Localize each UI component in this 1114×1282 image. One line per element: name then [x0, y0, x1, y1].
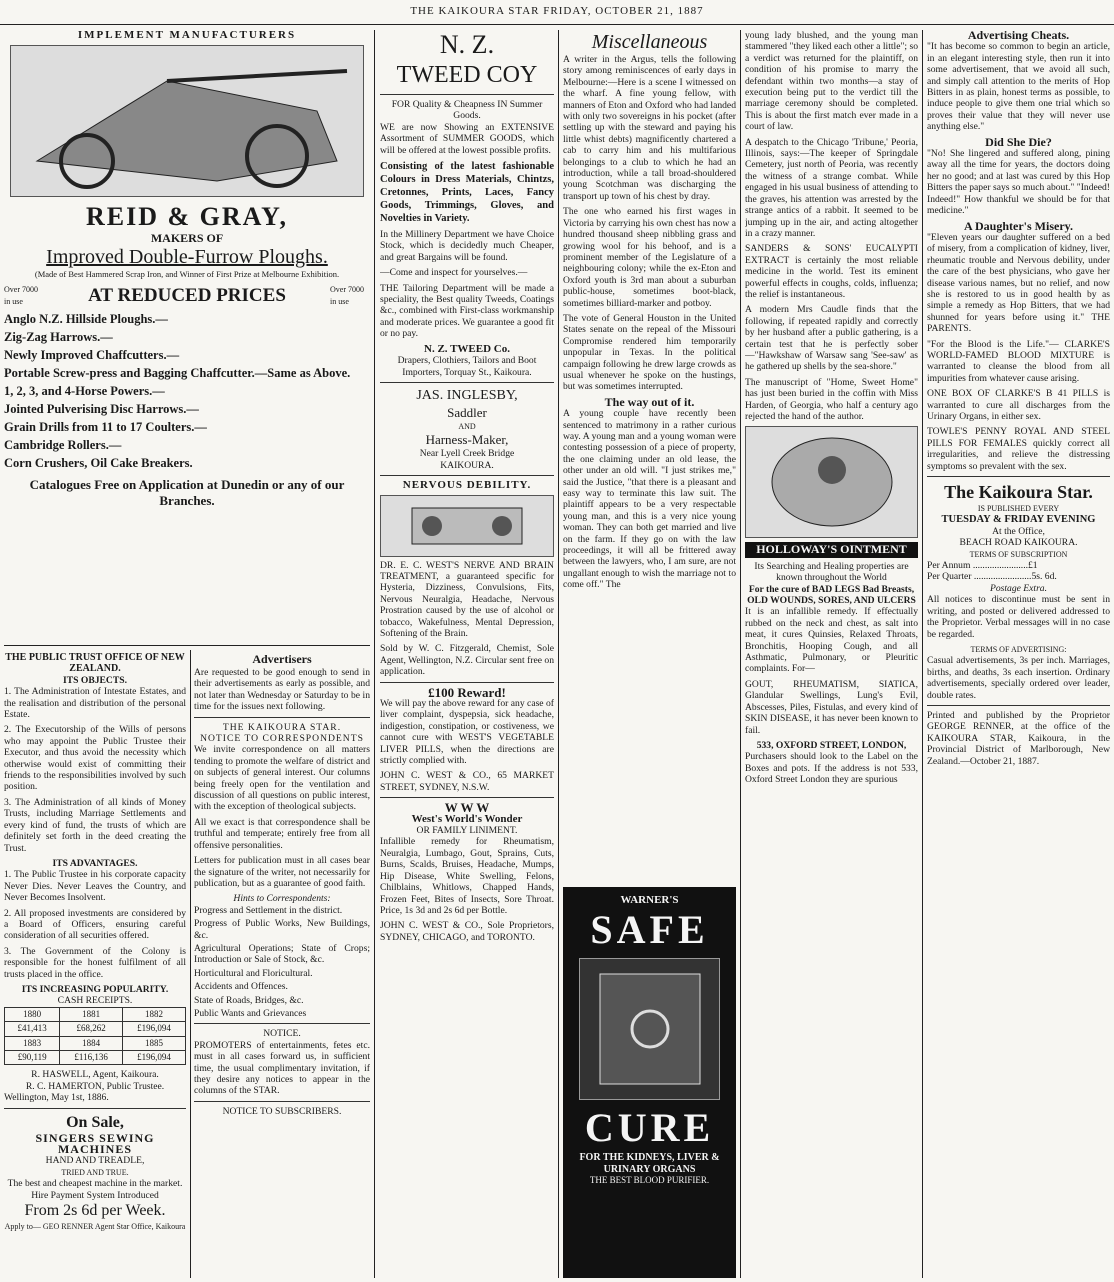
table-cell: £196,094 — [122, 1051, 185, 1065]
divider — [4, 1108, 186, 1109]
over-7000-left: Over 7000 in use — [4, 285, 38, 306]
and-word: AND — [458, 421, 476, 431]
plough-note: (Made of Best Hammered Scrap Iron, and Winner of First Prize at Melbourne Exhibition. — [34, 268, 340, 279]
reid-gray-advert — [4, 30, 370, 645]
correspondents-text: All we exact is that correspondence shall be truthful and temperate; entirely free from all offensive personalities. — [194, 816, 370, 851]
singers-title: SINGERS SEWING MACHINES — [35, 1130, 155, 1157]
over-7000-right: Over 7000 in use — [330, 285, 364, 306]
star-heading: THE KAIKOURA STAR. — [222, 721, 342, 733]
misc-text: The one who earned his first wages in Victoria by carrying his own chest has now a hundred thousand sheep nibbling grass and growing wool for his behoof, and is a prominent member of the Legislature of a neighbouring colony; while the ex-Eton and Oxford youth is 3rd man about a suburban public-house, sometimes boot-black, sometimes billiard-marker and potboy. — [563, 206, 736, 309]
blood-text: "For the Blood is the Life."— CLARKE'S WORLD-FAMED BLOOD MIXTURE is warranted to cleanse the blood from all impurities from whatever cause arising. — [927, 338, 1110, 384]
houston-text: The vote of General Houston in the United States senate on the repeal of the Missouri Compromise rendered him temporarily unpopular in Texas. In the political campaign following he drew large crowds as usual whenever he spoke on the hustings, but was sometimes interrupted. — [563, 312, 736, 393]
popularity-heading: ITS INCREASING POPULARITY. — [21, 983, 169, 995]
consisting-text: Consisting of the latest fashionable Colours in Dress Materials, Chintzs, Cretonnes, Prints, Laces, Fancy Goods, Trimmings, Gloves, and Novelties in Variety. — [380, 161, 554, 225]
manufacturers-heading: IMPLEMENT MANUFACTURERS — [77, 30, 297, 41]
reward-text: We will pay the above reward for any case of liver complaint, dyspepsia, sick headache, indigestion, constipation, or costiveness, we cannot cure with WEST'S VEGETABLE LIVER PILLS, when the directions are strictly complied with. — [380, 698, 554, 767]
saddler: Saddler — [447, 404, 487, 420]
postage-line: Postage Extra. — [989, 582, 1048, 594]
column-rule — [558, 30, 559, 1278]
list-item: Agricultural Operations; State of Crops; Introduction or Sale of Stock, &c. — [194, 942, 370, 966]
its-objects: ITS OBJECTS. — [63, 674, 127, 686]
section-rule — [4, 645, 370, 646]
divider — [380, 797, 554, 798]
treatment-text: DR. E. C. WEST'S NERVE AND BRAIN TREATMENT, a guaranteed specific for Hysteria, Dizziness, Convulsions, Fits, Nervous Neuralgia, Headache, Nervous Prostration caused by the use of alcohol or tobacco, Wakefulness, Mental Depression, Softening of the Brain. — [380, 559, 554, 639]
divider — [380, 682, 554, 683]
table-cell: 1882 — [122, 1007, 185, 1021]
catalogue-note: Catalogues Free on Application at Dunedin or any of our Branches. — [29, 477, 345, 509]
trust-advantage: 1. The Public Trustee in his corporate capacity Never Dies. Never Leaves the Country, and Never Becomes Insolvent. — [4, 869, 186, 904]
list-item: Portable Screw-press and Bagging Chaffcutter.—Same as Above. — [4, 366, 351, 381]
at-office: At the Office, — [992, 525, 1045, 537]
harness-maker: Harness-Maker, — [425, 432, 509, 448]
trust-advantage: 2. All proposed investments are considered by a Board of Officers, ensuring careful consideration of all securities offered. — [4, 907, 186, 942]
way-out-heading: The way out of it. — [604, 394, 695, 409]
list-item: Progress and Settlement in the district. — [194, 904, 343, 916]
table-cell: £41,413 — [5, 1022, 60, 1036]
apply-to: Apply to— GEO RENNER Agent Star Office, Kaikoura — [4, 1222, 186, 1232]
list-item: Progress of Public Works, New Buildings, &c. — [194, 918, 370, 941]
list-item: Newly Improved Chaffcutters.— — [4, 348, 180, 363]
cure-word: CURE — [584, 1105, 715, 1151]
column-rule — [374, 30, 375, 1278]
liniment-heading: OR FAMILY LINIMENT. — [416, 825, 518, 837]
list-item: State of Roads, Bridges, &c. — [194, 994, 304, 1006]
published-line: IS PUBLISHED EVERY — [977, 504, 1060, 514]
adv-terms-text: Casual advertisements, 3s per inch. Marriages, births, and deaths, 3s each insertion. Ordinary advertisements, specially ordered over leader, double rates. — [927, 655, 1110, 701]
list-item: Cambridge Rollers.— — [4, 438, 122, 453]
table-cell: 1885 — [122, 1036, 185, 1050]
cash-receipts-label: CASH RECEIPTS. — [57, 995, 133, 1007]
tweed-title: TWEED COY — [396, 62, 538, 88]
reid-gray-title: REID & GRAY, — [86, 202, 288, 232]
quality-line: FOR Quality & Cheapness IN Summer Goods. — [391, 99, 543, 122]
cheapest-note: The best and cheapest machine in the market. — [7, 1178, 183, 1190]
hop-bitters-column — [927, 30, 1110, 1278]
correspondents-text: We invite correspondence on all matters tending to promote the welfare of district and on subjects of general interest. Our columns being freely open for the ventilation and discussion of all questions on public interest, with the exception of theological subjects. — [194, 744, 370, 813]
per-quarter: Per Quarter ........................5s. 6d. — [927, 571, 1057, 583]
list-item: Corn Crushers, Oil Cake Breakers. — [4, 456, 193, 471]
trust-object: 3. The Administration of all kinds of Money Trusts, including Marriage Settlements and every kind of fund, the trusts of which are definitely set forth in the deed creating the Trust. — [4, 796, 186, 854]
searching-line: Its Searching and Healing properties are known throughout the World — [754, 560, 909, 584]
divider — [194, 1023, 370, 1024]
wellington-date: Wellington, May 1st, 1886. — [4, 1092, 109, 1104]
printed-text: Printed and published by the Proprietor GEORGE RENNER, at the office of the KAIKOURA STAR, Kaikoura, in the Provincial District of Marlborough, New Zealand.—October 21, 1887. — [927, 709, 1110, 767]
nervous-heading: NERVOUS DEBILITY. — [402, 479, 532, 492]
safe-word: SAFE — [590, 907, 709, 953]
list-item: Public Wants and Grievances — [194, 1007, 307, 1019]
divider — [380, 94, 554, 95]
column-rule — [922, 30, 923, 1278]
list-item: Grain Drills from 11 to 17 Coulters.— — [4, 420, 207, 435]
table-cell: 1880 — [5, 1007, 60, 1021]
notice-heading: NOTICE. — [263, 1028, 301, 1040]
did-she-text: "No! She lingered and suffered along, pining away all the time for years, the doctors doing her no good; and at last was cured by this Hop Bitters the paper says so much about." "Indeed! Indeed!" How thankful we should be for that medicine." — [927, 148, 1110, 217]
towle-text: TOWLE'S PENNY ROYAL AND STEEL PILLS FOR FEMALES quickly correct all irregularities, and relieve the distressing symptoms so prevalent with the sex. — [927, 426, 1110, 472]
trust-advantage: 3. The Government of the Colony is responsible for the honest fulfilment of all trusts placed in the office. — [4, 945, 186, 980]
hints-heading: Hints to Correspondents: — [233, 893, 331, 905]
reduced-prices: AT REDUCED PRICES — [88, 284, 286, 306]
table-cell: 1881 — [60, 1007, 123, 1021]
notice-text: PROMOTERS of entertainments, fetes etc. must in all cases forward us, in sufficient time, the usual complimentary invitation, if they desire any notices to appear in the columns of the STAR. — [194, 1039, 370, 1097]
list-item: 1, 2, 3, and 4-Horse Powers.— — [4, 384, 165, 399]
cheats-heading: Advertising Cheats. — [967, 30, 1070, 42]
terms-heading: TERMS OF SUBSCRIPTION — [969, 549, 1068, 559]
divider — [380, 382, 554, 383]
masthead: The Kaikoura Star. — [944, 482, 1093, 503]
divider — [194, 1101, 370, 1102]
table-cell: £116,136 — [60, 1051, 123, 1065]
warners-advert — [563, 887, 736, 1278]
hamerton: R. C. HAMERTON, Public Trustee. — [25, 1080, 165, 1092]
stories-column — [745, 30, 918, 1278]
west-address: JOHN C. WEST & CO., 65 MARKET STREET, SYDNEY, N.S.W. — [380, 770, 554, 793]
purifier-line: THE BEST BLOOD PURIFIER. — [589, 1175, 710, 1186]
story-text: young lady blushed, and the young man stammered "they liked each other a little"; so a verdict was returned for the plaintiff, on condition of his promise to marry the defendant within two months—a stay of execution being put to the verdict till the marriage ceremony should be completed. This is about the first match ever made in a court of law. — [745, 30, 918, 133]
home-text: The manuscript of "Home, Sweet Home" has just been buried in the coffin with Miss Harden, of Georgia, who half a century ago rejected the hand of the author. — [745, 376, 918, 422]
haswell-agent: R. HASWELL, Agent, Kaikoura. — [31, 1069, 159, 1081]
holloway-banner: HOLLOWAY'S OINTMENT — [745, 542, 918, 557]
oxford-address: 533, OXFORD STREET, LONDON, — [756, 739, 907, 751]
nz-title: N. Z. — [439, 30, 495, 59]
cheats-text: "It has become so common to begin an article, in an elegant interesting style, then run it into some advertisement, that we avoid all such, and simply call attention to the merits of Hop Bitters in as plain, honest terms as possible, to induce people to give them one trial which so proves their value that they will never use anything else." — [927, 41, 1110, 133]
divider — [927, 476, 1110, 477]
tweed-co: N. Z. TWEED Co. — [424, 342, 510, 355]
showing-text: WE are now Showing an EXTENSIVE Assortment of SUMMER GOODS, which will be offered at the lowest possible profits. — [380, 121, 554, 156]
tweed-column — [380, 30, 554, 1278]
table-cell: 1883 — [5, 1036, 60, 1050]
warners-heading: WARNER'S — [620, 894, 679, 906]
table-cell: £68,262 — [60, 1022, 123, 1036]
inglesby-name: JAS. INGLESBY, — [416, 387, 518, 403]
advertisers-heading: Advertisers — [252, 652, 312, 666]
millinery-text: In the Millinery Department we have Choice Stock, which is decidedly much Cheaper, and great Bargains will be found. — [380, 229, 554, 263]
wounds-heading: OLD WOUNDS, SORES, AND ULCERS — [747, 595, 916, 607]
kidneys-line: FOR THE KIDNEYS, LIVER & URINARY ORGANS — [579, 1152, 720, 1175]
did-she-heading: Did She Die? — [985, 134, 1052, 149]
daughter-text: "Eleven years our daughter suffered on a bed of misery, from a complication of kidney, liver, rheumatic trouble and Nervous debility, under the care of the best physicians, who gave her disease various names, but no relief, and now she is restored to us in good health by as simple a remedy as Hop Bitters, that we had shunned for years before using it." THE PARENTS. — [927, 231, 1110, 335]
days-line: TUESDAY & FRIDAY EVENING — [941, 514, 1096, 526]
wounds-text: It is an infallible remedy. If effectually rubbed on the neck and chest, as salt into meat, it cures Quinsies, Relaxed Throats, Bronchitis, Hooping Cough, and all Asthmatic, Pulmonary, or Pleuritic complaints. For— — [745, 606, 918, 675]
divider — [380, 475, 554, 476]
www-heading: W W W — [444, 800, 490, 816]
plough-illustration — [10, 45, 364, 197]
list-item: Anglo N.Z. Hillside Ploughs.— — [4, 312, 168, 327]
implement-list — [4, 311, 370, 471]
column-rule — [740, 30, 741, 1278]
holloway-illustration — [745, 426, 918, 538]
page-header: THE KAIKOURA STAR FRIDAY, OCTOBER 21, 1887 — [410, 5, 704, 17]
header-rule — [0, 24, 1114, 25]
tailoring-text: THE Tailoring Department will be made a speciality, the Best quality Tweeds, Coatings &c., combined with First-class workmanship and moderate prices. We guarantee a good fit or no pay. — [380, 282, 554, 340]
purchasers-text: Purchasers should look to the Label on the Boxes and pots. If the address is not 533, Oxford Street London they are spurious — [745, 751, 918, 786]
from-price: From 2s 6d per Week. — [24, 1202, 166, 1220]
correspondents-heading: NOTICE TO CORRESPONDENTS — [200, 733, 364, 745]
west-proprietors: JOHN C. WEST & CO., Sole Proprietors, SYDNEY, CHICAGO, and TORONTO. — [380, 920, 554, 943]
story-text: A despatch to the Chicago 'Tribune,' Peoria, Illinois, says:—The keeper of Springdale Cemetery, just north of Peoria, was recently the witness of a strange combat. While engaged in his usual business of attending to the graves, his attention was arrested by the strange antics of a rabbit. It seemed to be jumping up in the air, and acting altogether in a crazy manner. — [745, 136, 918, 239]
gout-text: GOUT, RHEUMATISM, SIATICA, Glandular Swellings, Lung's Evil, Abscesses, Piles, Fistulas, and every kind of SKIN DISEASE, it has never been known to fail. — [745, 678, 918, 736]
sold-by: Sold by W. C. Fitzgerald, Chemist, Sole Agent, Wellington, N.Z. Circular sent free on application. — [380, 643, 554, 678]
one-box-text: ONE BOX OF CLARKE'S B 41 PILLS is warranted to cure all discharges from the Urinary Organs, in either sex. — [927, 388, 1110, 422]
safe-illustration — [579, 958, 720, 1100]
table-cell: 1884 — [60, 1036, 123, 1050]
caudle-text: A modern Mrs Caudle finds that the following, if repeated rapidly and correctly by her husband after a public gathering, is a certain test that he is perfectly sober—"Hawkshaw of Warsaw sang 'See-saw' as he gathered up shells by the sea-shore." — [745, 304, 918, 373]
come-line: —Come and inspect for yourselves.— — [380, 267, 528, 279]
divider — [194, 717, 370, 718]
sanders-text: SANDERS & SONS' EUCALYPTI EXTRACT is certainly the most reliable medicine in the world. Test its eminent powerful effects in coughs, colds, influenza; the relief is instantaneous. — [745, 243, 918, 300]
makers-of: MAKERS OF — [150, 231, 224, 246]
liniment-text: Infallible remedy for Rheumatism, Neuralgia, Lumbago, Gout, Sprains, Cuts, Burns, Scalds, Bruises, Headache, Mumps, Hip Disease, White Swelling, Felons, Chilblains, Whitlows, Chapped Hands, Frozen Feet, Bites of Insects, Sore Throat. Price, 1s 3d and 2s 6d per Bottle. — [380, 836, 554, 916]
tried-true: TRIED AND TRUE. — [61, 1167, 129, 1177]
trust-title: THE PUBLIC TRUST OFFICE OF NEW ZEALAND. — [5, 652, 185, 675]
divider — [927, 705, 1110, 706]
list-item: Horticultural and Floricultural. — [194, 967, 313, 979]
bad-legs-line: For the cure of BAD LEGS Bad Breasts, — [748, 583, 915, 595]
adv-terms-heading: TERMS OF ADVERTISING: — [970, 644, 1067, 654]
discontinue-text: All notices to discontinue must be sent in writing, and posted or delivered addressed to the Proprietor. Verbal messages will in no case be regarded. — [927, 594, 1110, 640]
advantages-heading: ITS ADVANTAGES. — [52, 857, 138, 869]
ploughs-title: Improved Double-Furrow Ploughs. — [46, 245, 328, 268]
hand-treadle: HAND AND TREADLE, — [45, 1155, 145, 1167]
hire-note: Hire Payment System Introduced — [31, 1189, 159, 1201]
list-item: Zig-Zag Harrows.— — [4, 330, 113, 345]
correspondents-text: Letters for publication must in all cases bear the signature of the writer, not necessarily for publication, but as a guarantee of good faith. — [194, 855, 370, 889]
per-annum: Per Annum .......................£1 — [927, 560, 1038, 572]
subscribers-heading: NOTICE TO SUBSCRIBERS. — [222, 1105, 342, 1117]
wonder-heading: West's World's Wonder — [411, 812, 523, 825]
kaikoura-line: KAIKOURA. — [440, 459, 494, 471]
drapers-line: Drapers, Clothiers, Tailors and Boot Importers, Torquay St., Kaikoura. — [397, 355, 537, 378]
notices-column — [194, 652, 370, 1278]
list-item: Jointed Pulverising Disc Harrows.— — [4, 402, 199, 417]
treatment-illustration — [380, 495, 554, 557]
table-cell: £90,119 — [5, 1051, 60, 1065]
table-cell: £196,094 — [122, 1022, 185, 1036]
near-bridge: Near Lyell Creek Bridge — [419, 448, 515, 460]
way-out-text: A young couple have recently been sentenced to matrimony in a rather curious way. A young man and a young woman were contesting possession of a piece of property, the one claiming under an old lease, the other under an old will. "I just strikes me," said the Justice, "that there is a pleasant and easy way to terminate this law suit. The plaintiff appears to be a very respectable young man, and this is a very nice young woman. They can both get married and live on the farm. If they go on with the law proceedings, it will all be frittered away between the lawyers, who, I am sure, are not ungallant enough to wish the marriage not to come off." The — [563, 408, 736, 591]
misc-heading: Miscellaneous — [591, 31, 708, 53]
trust-object: 1. The Administration of Intestate Estates, and the realisation and distribution of the personal Estate. — [4, 686, 186, 721]
receipts-table — [4, 1007, 186, 1066]
miscellaneous-column — [563, 30, 736, 1278]
road-line: BEACH ROAD KAIKOURA. — [959, 537, 1078, 549]
on-sale: On Sale, — [66, 1113, 124, 1131]
advertisers-text: Are requested to be good enough to send in their advertisements as early as possible, and not later than Wednesday or Saturday to be in time for the issues next following. — [194, 667, 370, 713]
column-rule — [190, 650, 191, 1278]
list-item: Accidents and Offences. — [194, 981, 288, 993]
reward-heading: £100 Reward! — [428, 684, 506, 700]
daughter-heading: A Daughter's Misery. — [964, 218, 1073, 233]
misc-text: A writer in the Argus, tells the following story among reminiscences of early days in Melbourne:—Here is a scene I witnessed on the wharf. A fine young fellow, with manners of Eton and Oxford who had landed with only two sovereigns in his pocket (after settling up with the steward and paying his little whist debts) magnificently chartered a cab to carry him and his multifarious belongings to a club to which he had an introduction, while a tall broad-shouldered young Scotchman was discharging the transport up town of his chest by dray. — [563, 54, 736, 202]
public-trust-column — [4, 652, 186, 1278]
subjects-list — [194, 905, 370, 1020]
trust-object: 2. The Executorship of the Wills of persons who may appoint the Public Trustee their Executor, and thus avoid the necessity which otherwise would exist of committing their friends to the responsibilities involved by such position. — [4, 724, 186, 793]
